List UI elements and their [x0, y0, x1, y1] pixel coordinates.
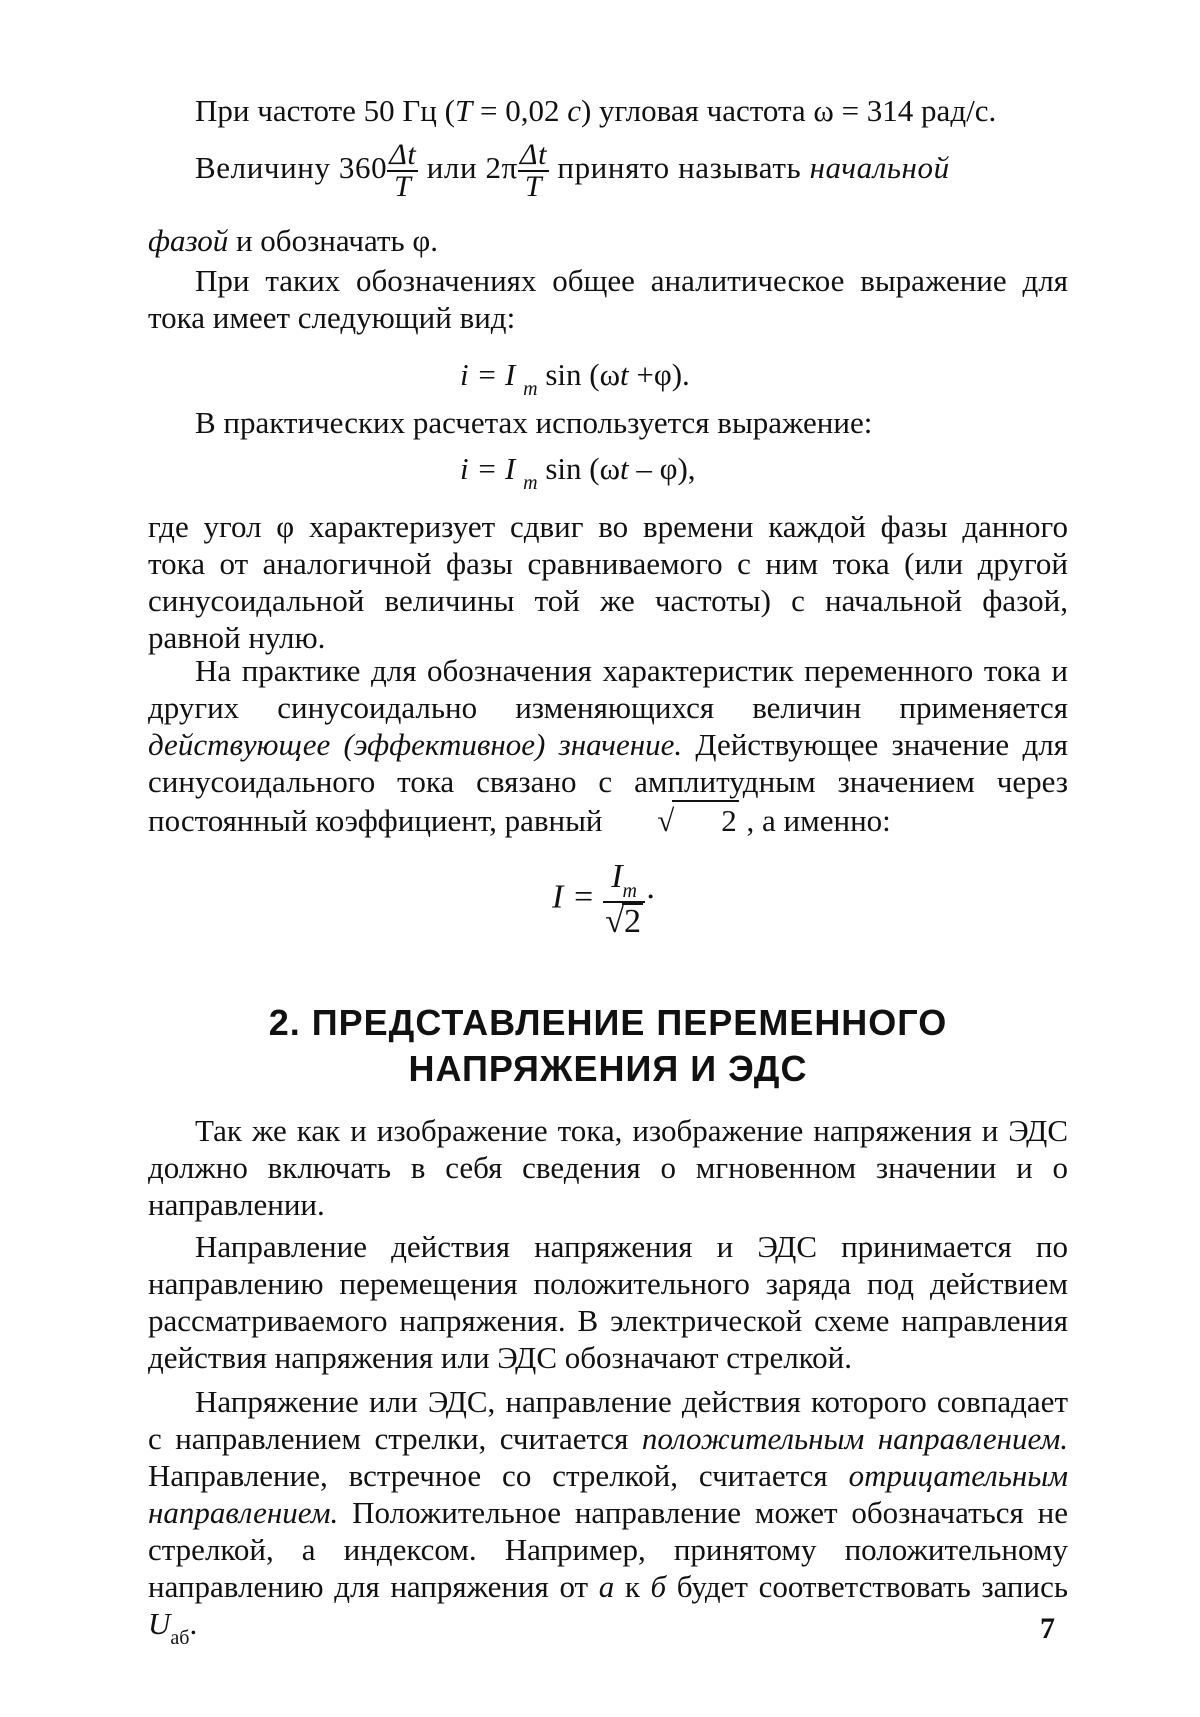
- paragraph-text: [148, 652, 1068, 839]
- italic-term: фазой: [148, 223, 229, 258]
- section-heading: [148, 1000, 1068, 1092]
- text: будет соответствовать запись: [666, 1569, 1068, 1604]
- formula-text: i = I: [460, 357, 524, 392]
- formula-text: sin (ω: [537, 357, 620, 392]
- text: .: [189, 1606, 198, 1641]
- fraction-numerator: Δt: [519, 138, 548, 171]
- italic-letter: б: [650, 1569, 667, 1604]
- fraction-delta-t-2: [518, 140, 549, 202]
- time-symbol: t: [619, 451, 629, 486]
- subscript: аб: [170, 1627, 190, 1649]
- formula-effective-value: [552, 860, 656, 939]
- italic-term: положительным направлением.: [641, 1421, 1068, 1456]
- sqrt-radicand: 2: [672, 800, 739, 839]
- heading-line-1: 2. ПРЕДСТАВЛЕНИЕ ПЕРЕМЕННОГО: [268, 1002, 948, 1043]
- paragraph-text: Так же как и изображение тока, изображение напряжения и ЭДС должно включать в себя сведения о мгновенном значении и о направлении.: [148, 1113, 1068, 1222]
- phase-line: [148, 222, 438, 259]
- paragraph-7: [148, 1383, 1068, 1657]
- fraction-delta-t: [387, 140, 418, 202]
- fraction-numerator: [603, 860, 645, 903]
- fraction-denominator: T: [524, 170, 543, 203]
- paragraph-2: [148, 404, 1068, 441]
- initial-phase-line: [195, 140, 1068, 202]
- fraction-denominator: T: [394, 170, 412, 203]
- formula-text: sin (ω: [537, 451, 620, 486]
- voltage-symbol: U: [148, 1606, 171, 1641]
- text: Положительное направление может обозначаться не стрелкой, а индексом. Например, принятому положительному направлению для напряжения от: [148, 1495, 1068, 1604]
- text: принято называть: [549, 150, 810, 186]
- formula-dot: ·: [644, 878, 657, 916]
- sqrt-expression: √2: [605, 903, 641, 940]
- fraction-effective: [603, 860, 645, 939]
- text: , а именно:: [738, 803, 891, 838]
- period-symbol: T: [454, 93, 473, 128]
- formula-text: i = I: [460, 451, 524, 486]
- text: или 2π: [418, 150, 518, 186]
- paragraph-5: [148, 1112, 1068, 1223]
- paragraph-text: Направление действия напряжения и ЭДС принимается по направлению перемещения положительного заряда под действием рассматриваемого напряжения. В электрической схеме направления действия напряжения или ЭДС обозначают стрелкой.: [148, 1229, 1068, 1375]
- fraction-denominator: [603, 903, 645, 939]
- formula-current-plus: [460, 356, 690, 408]
- text: Направление, встречное со стрелкой, считается: [148, 1458, 849, 1493]
- text: Действующее значение для синусоидального тока связано с амплитудным значением через постоянный коэффициент, равный: [148, 727, 1068, 838]
- sqrt-expression: √ 2: [610, 800, 739, 839]
- paragraph-4: [148, 652, 1068, 839]
- italic-term: отрицательным направлением.: [148, 1458, 1068, 1530]
- text: Напряжение или ЭДС, направление действия которого совпадает с направлением стрелки, считается: [148, 1384, 1068, 1456]
- text: ) угловая частота ω = 314 рад/с.: [580, 93, 997, 128]
- text: На практике для обозначения характеристик переменного тока и других синусоидально изменяющихся величин применяется: [148, 653, 1068, 725]
- heading-line-2: НАПРЯЖЕНИЯ И ЭДС: [408, 1048, 808, 1089]
- frequency-line: [195, 92, 996, 129]
- formula-text: – φ),: [628, 451, 696, 486]
- sqrt-radicand: 2: [623, 903, 641, 940]
- text: к: [614, 1569, 651, 1604]
- italic-term: начальной: [809, 150, 950, 186]
- formula-current-minus: [460, 450, 696, 502]
- italic-term: действующее (эффективное) значение.: [148, 727, 683, 762]
- formula-text: +φ).: [628, 357, 690, 392]
- text: = 0,02: [472, 93, 568, 128]
- subscript: m: [523, 472, 538, 494]
- paragraph-text: При таких обозначениях общее аналитическое выражение для тока имеет следующий вид:: [148, 263, 1068, 335]
- italic-letter: а: [598, 1569, 615, 1604]
- text: Величину 360: [195, 150, 388, 186]
- time-symbol: t: [619, 357, 629, 392]
- formula-lhs: I =: [552, 878, 595, 916]
- current-symbol: I: [611, 858, 623, 895]
- text: и обозначать φ.: [228, 223, 439, 258]
- paragraph-1: [148, 262, 1068, 336]
- page-number: 7: [1040, 1612, 1055, 1645]
- paragraph-3: [148, 508, 1068, 656]
- paragraph-text: В практических расчетах используется выражение:: [195, 405, 873, 440]
- paragraph-text: где угол φ характеризует сдвиг во времени каждой фазы данного тока от аналогичной фазы сравниваемого с ним тока (или другой синусоидальной величины той же частоты) с начальной фазой, равной нулю.: [148, 509, 1068, 655]
- fraction-numerator: Δt: [389, 138, 417, 171]
- text: При частоте 50 Гц (: [195, 93, 455, 128]
- unit-symbol: c: [567, 93, 581, 128]
- paragraph-text: [148, 1383, 1068, 1657]
- subscript: m: [523, 378, 538, 400]
- subscript: m: [622, 880, 637, 902]
- paragraph-6: [148, 1228, 1068, 1376]
